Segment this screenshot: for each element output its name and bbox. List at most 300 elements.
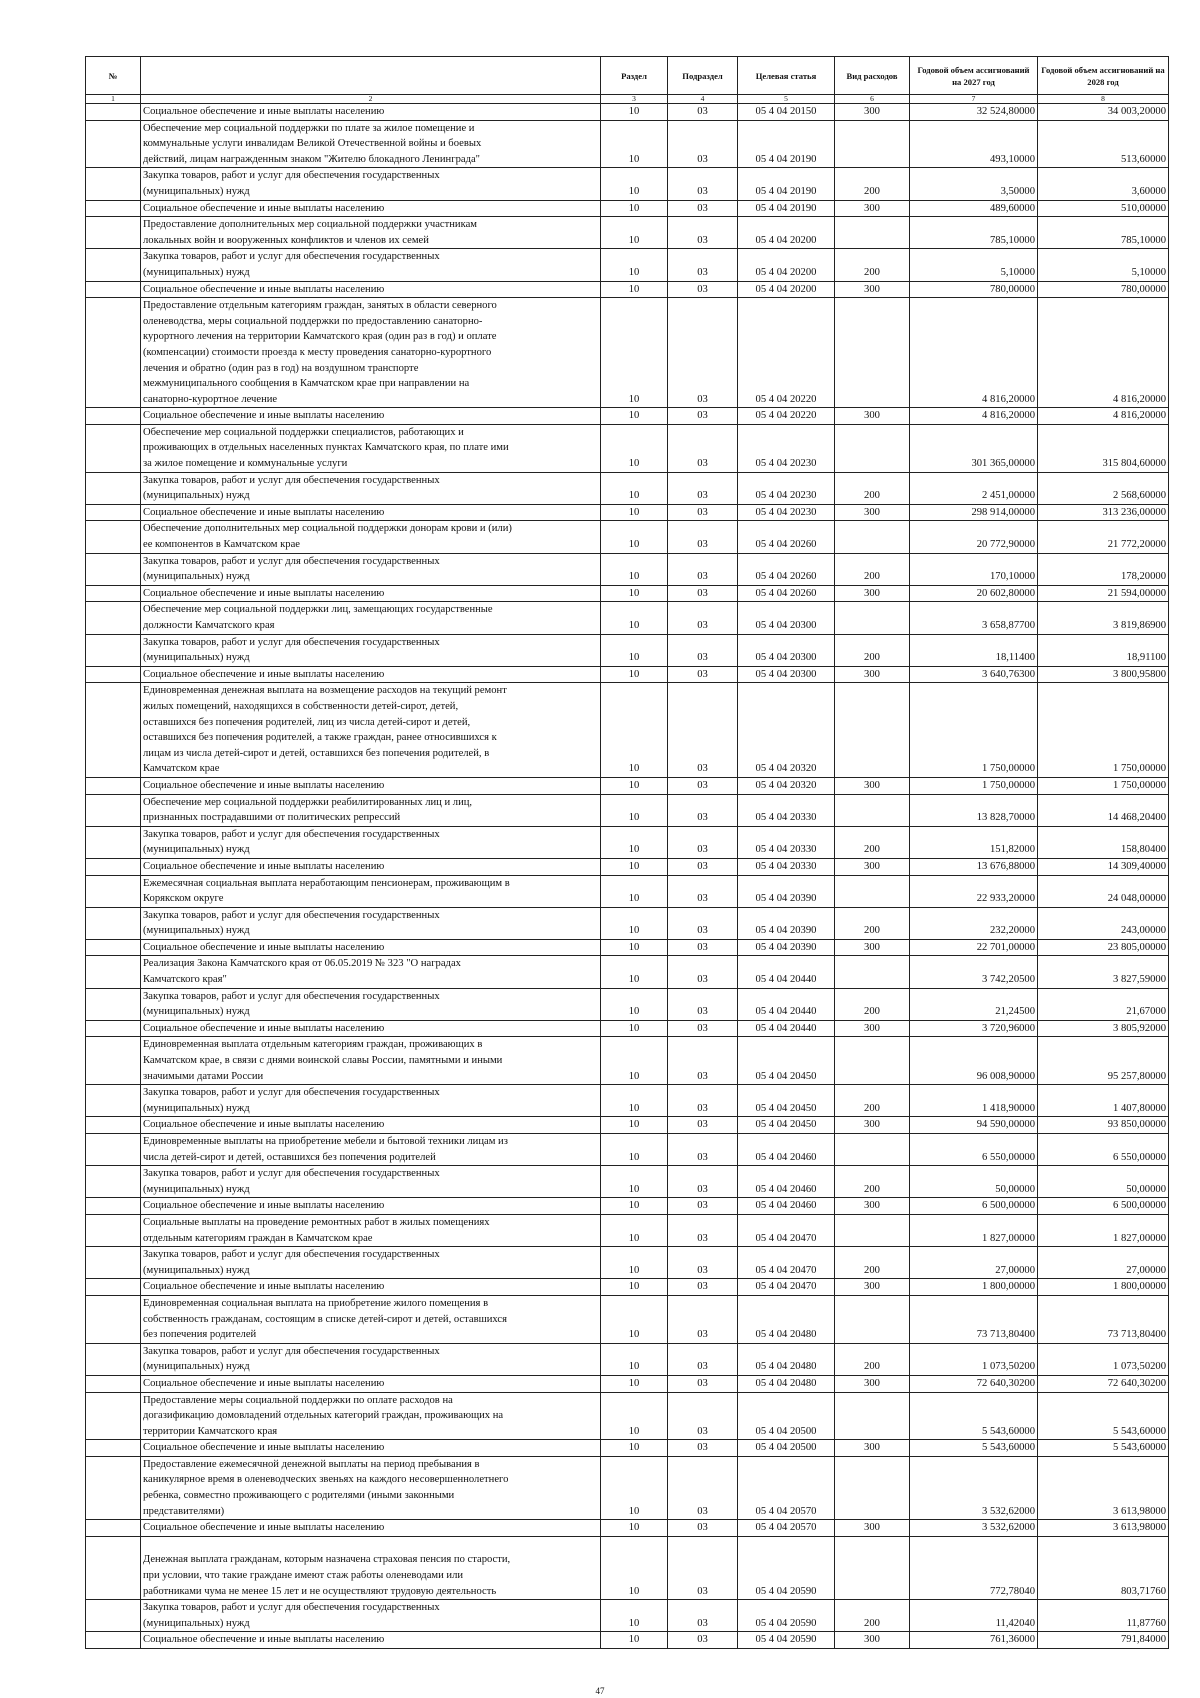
table-row bbox=[86, 1020, 1169, 1037]
cell-vid: 300 bbox=[835, 104, 910, 121]
cell-razdel: 10 bbox=[601, 1536, 668, 1599]
cell-razdel: 10 bbox=[601, 1037, 668, 1085]
cell-2028: 50,00000 bbox=[1038, 1166, 1169, 1198]
cell-2027: 1 800,00000 bbox=[910, 1279, 1038, 1296]
table-row bbox=[86, 504, 1169, 521]
cell-razdel: 10 bbox=[601, 104, 668, 121]
cell-podrazdel: 03 bbox=[668, 585, 738, 602]
cell-razdel: 10 bbox=[601, 794, 668, 826]
table-row bbox=[86, 249, 1169, 281]
cell-podrazdel: 03 bbox=[668, 683, 738, 778]
cell-num bbox=[86, 200, 141, 217]
cell-vid: 200 bbox=[835, 1247, 910, 1279]
cell-2027: 1 827,00000 bbox=[910, 1214, 1038, 1246]
cell-2027: 22 701,00000 bbox=[910, 939, 1038, 956]
cell-vid bbox=[835, 1536, 910, 1599]
table-row bbox=[86, 1520, 1169, 1537]
table-row bbox=[86, 424, 1169, 472]
cell-num bbox=[86, 1632, 141, 1649]
cell-podrazdel: 03 bbox=[668, 1166, 738, 1198]
cell-podrazdel: 03 bbox=[668, 472, 738, 504]
cell-num bbox=[86, 1279, 141, 1296]
cell-num bbox=[86, 602, 141, 634]
cell-2028: 6 550,00000 bbox=[1038, 1134, 1169, 1166]
cell-2027: 20 602,80000 bbox=[910, 585, 1038, 602]
cell-2028: 23 805,00000 bbox=[1038, 939, 1169, 956]
cell-2027: 72 640,30200 bbox=[910, 1375, 1038, 1392]
cell-razdel: 10 bbox=[601, 1520, 668, 1537]
cell-razdel: 10 bbox=[601, 777, 668, 794]
cell-name: Социальное обеспечение и иные выплаты населению bbox=[141, 1198, 601, 1215]
cell-2028: 73 713,80400 bbox=[1038, 1295, 1169, 1343]
cell-2028: 243,00000 bbox=[1038, 907, 1169, 939]
cell-razdel: 10 bbox=[601, 683, 668, 778]
cell-2028: 21 772,20000 bbox=[1038, 521, 1169, 553]
cell-num bbox=[86, 1037, 141, 1085]
table-row bbox=[86, 217, 1169, 249]
header-name bbox=[141, 57, 601, 95]
cell-razdel: 10 bbox=[601, 634, 668, 666]
cell-vid: 300 bbox=[835, 1375, 910, 1392]
cell-vid: 300 bbox=[835, 408, 910, 425]
cell-2027: 1 750,00000 bbox=[910, 777, 1038, 794]
table-row bbox=[86, 1343, 1169, 1375]
colnum: 3 bbox=[601, 95, 668, 104]
cell-name: Социальное обеспечение и иные выплаты населению bbox=[141, 1279, 601, 1296]
cell-razdel: 10 bbox=[601, 1166, 668, 1198]
cell-podrazdel: 03 bbox=[668, 1343, 738, 1375]
cell-name: Обеспечение мер социальной поддержки лиц, замещающих государственные должности Камчатского края bbox=[141, 602, 601, 634]
cell-podrazdel: 03 bbox=[668, 1456, 738, 1519]
cell-2028: 3 613,98000 bbox=[1038, 1520, 1169, 1537]
cell-2028: 510,00000 bbox=[1038, 200, 1169, 217]
colnum: 6 bbox=[835, 95, 910, 104]
cell-target: 05 4 04 20590 bbox=[738, 1632, 835, 1649]
cell-2027: 1 750,00000 bbox=[910, 683, 1038, 778]
cell-name: Денежная выплата гражданам, которым назначена страховая пенсия по старости, при условии, что такие граждане имеют стаж работы оленеводами или работниками чума не менее 15 лет и не осуществляют трудовую деятельность bbox=[141, 1536, 601, 1599]
cell-target: 05 4 04 20330 bbox=[738, 826, 835, 858]
table-row bbox=[86, 1440, 1169, 1457]
table-row bbox=[86, 826, 1169, 858]
table-row bbox=[86, 1214, 1169, 1246]
cell-target: 05 4 04 20220 bbox=[738, 298, 835, 408]
cell-vid: 200 bbox=[835, 553, 910, 585]
cell-num bbox=[86, 408, 141, 425]
cell-2027: 11,42040 bbox=[910, 1600, 1038, 1632]
cell-2028: 3 805,92000 bbox=[1038, 1020, 1169, 1037]
cell-vid: 200 bbox=[835, 168, 910, 200]
cell-razdel: 10 bbox=[601, 1295, 668, 1343]
header-target: Целевая статья bbox=[738, 57, 835, 95]
cell-podrazdel: 03 bbox=[668, 217, 738, 249]
cell-num bbox=[86, 777, 141, 794]
table-row bbox=[86, 956, 1169, 988]
cell-razdel: 10 bbox=[601, 602, 668, 634]
colnum: 4 bbox=[668, 95, 738, 104]
cell-name: Единовременная выплата отдельным категориям граждан, проживающих в Камчатском крае, в связи с днями воинской славы России, памятными и иными значимыми датами России bbox=[141, 1037, 601, 1085]
cell-num bbox=[86, 504, 141, 521]
cell-target: 05 4 04 20500 bbox=[738, 1440, 835, 1457]
cell-podrazdel: 03 bbox=[668, 777, 738, 794]
column-numbers-row bbox=[86, 95, 1169, 104]
cell-num bbox=[86, 1085, 141, 1117]
table-row bbox=[86, 777, 1169, 794]
cell-target: 05 4 04 20480 bbox=[738, 1375, 835, 1392]
cell-2027: 5 543,60000 bbox=[910, 1392, 1038, 1440]
cell-2028: 95 257,80000 bbox=[1038, 1037, 1169, 1085]
cell-name: Обеспечение дополнительных мер социальной поддержки донорам крови и (или) ее компонентов в Камчатском крае bbox=[141, 521, 601, 553]
cell-target: 05 4 04 20460 bbox=[738, 1134, 835, 1166]
table-row bbox=[86, 472, 1169, 504]
table-row bbox=[86, 1392, 1169, 1440]
table-row bbox=[86, 120, 1169, 168]
cell-target: 05 4 04 20190 bbox=[738, 120, 835, 168]
cell-vid: 300 bbox=[835, 939, 910, 956]
table-row bbox=[86, 1375, 1169, 1392]
cell-num bbox=[86, 249, 141, 281]
cell-name: Закупка товаров, работ и услуг для обеспечения государственных (муниципальных) нужд bbox=[141, 826, 601, 858]
cell-2027: 20 772,90000 bbox=[910, 521, 1038, 553]
cell-target: 05 4 04 20300 bbox=[738, 634, 835, 666]
cell-num bbox=[86, 585, 141, 602]
cell-podrazdel: 03 bbox=[668, 424, 738, 472]
cell-vid: 300 bbox=[835, 1440, 910, 1457]
cell-vid bbox=[835, 298, 910, 408]
cell-vid: 300 bbox=[835, 1117, 910, 1134]
cell-target: 05 4 04 20260 bbox=[738, 521, 835, 553]
cell-num bbox=[86, 1343, 141, 1375]
cell-2027: 21,24500 bbox=[910, 988, 1038, 1020]
cell-2027: 2 451,00000 bbox=[910, 472, 1038, 504]
cell-2028: 785,10000 bbox=[1038, 217, 1169, 249]
cell-2027: 22 933,20000 bbox=[910, 875, 1038, 907]
cell-razdel: 10 bbox=[601, 424, 668, 472]
cell-2027: 780,00000 bbox=[910, 281, 1038, 298]
cell-num bbox=[86, 634, 141, 666]
cell-num bbox=[86, 956, 141, 988]
cell-name: Социальное обеспечение и иные выплаты населению bbox=[141, 939, 601, 956]
cell-2028: 5 543,60000 bbox=[1038, 1440, 1169, 1457]
cell-num bbox=[86, 168, 141, 200]
cell-2028: 5,10000 bbox=[1038, 249, 1169, 281]
cell-razdel: 10 bbox=[601, 1375, 668, 1392]
table-row bbox=[86, 1134, 1169, 1166]
cell-vid: 300 bbox=[835, 585, 910, 602]
cell-podrazdel: 03 bbox=[668, 1279, 738, 1296]
cell-target: 05 4 04 20450 bbox=[738, 1085, 835, 1117]
cell-num bbox=[86, 521, 141, 553]
cell-2028: 1 750,00000 bbox=[1038, 683, 1169, 778]
cell-vid bbox=[835, 521, 910, 553]
cell-num bbox=[86, 217, 141, 249]
cell-2028: 11,87760 bbox=[1038, 1600, 1169, 1632]
cell-num bbox=[86, 281, 141, 298]
header-podrazdel: Подраздел bbox=[668, 57, 738, 95]
cell-podrazdel: 03 bbox=[668, 120, 738, 168]
cell-podrazdel: 03 bbox=[668, 1520, 738, 1537]
cell-target: 05 4 04 20300 bbox=[738, 666, 835, 683]
cell-2028: 1 407,80000 bbox=[1038, 1085, 1169, 1117]
cell-name: Социальное обеспечение и иные выплаты населению bbox=[141, 777, 601, 794]
cell-razdel: 10 bbox=[601, 298, 668, 408]
cell-podrazdel: 03 bbox=[668, 1214, 738, 1246]
cell-razdel: 10 bbox=[601, 939, 668, 956]
table-row bbox=[86, 553, 1169, 585]
table-row bbox=[86, 1632, 1169, 1649]
cell-num bbox=[86, 794, 141, 826]
cell-vid bbox=[835, 794, 910, 826]
cell-razdel: 10 bbox=[601, 408, 668, 425]
cell-2027: 4 816,20000 bbox=[910, 408, 1038, 425]
cell-2028: 3,60000 bbox=[1038, 168, 1169, 200]
table-row bbox=[86, 988, 1169, 1020]
cell-2028: 4 816,20000 bbox=[1038, 408, 1169, 425]
cell-vid bbox=[835, 217, 910, 249]
cell-name: Социальные выплаты на проведение ремонтных работ в жилых помещениях отдельным категориям граждан в Камчатском крае bbox=[141, 1214, 601, 1246]
table-row bbox=[86, 1166, 1169, 1198]
cell-2028: 34 003,20000 bbox=[1038, 104, 1169, 121]
cell-razdel: 10 bbox=[601, 1247, 668, 1279]
cell-2028: 93 850,00000 bbox=[1038, 1117, 1169, 1134]
cell-num bbox=[86, 1166, 141, 1198]
cell-num bbox=[86, 1456, 141, 1519]
cell-podrazdel: 03 bbox=[668, 1085, 738, 1117]
cell-num bbox=[86, 1295, 141, 1343]
table-row bbox=[86, 907, 1169, 939]
cell-podrazdel: 03 bbox=[668, 634, 738, 666]
cell-podrazdel: 03 bbox=[668, 200, 738, 217]
cell-target: 05 4 04 20320 bbox=[738, 777, 835, 794]
cell-2028: 5 543,60000 bbox=[1038, 1392, 1169, 1440]
cell-num bbox=[86, 1375, 141, 1392]
cell-target: 05 4 04 20590 bbox=[738, 1600, 835, 1632]
cell-razdel: 10 bbox=[601, 504, 668, 521]
table-body bbox=[86, 104, 1169, 1649]
cell-2028: 315 804,60000 bbox=[1038, 424, 1169, 472]
cell-target: 05 4 04 20480 bbox=[738, 1295, 835, 1343]
cell-2027: 785,10000 bbox=[910, 217, 1038, 249]
table-row bbox=[86, 585, 1169, 602]
cell-razdel: 10 bbox=[601, 1440, 668, 1457]
cell-name: Закупка товаров, работ и услуг для обеспечения государственных (муниципальных) нужд bbox=[141, 1343, 601, 1375]
cell-num bbox=[86, 1520, 141, 1537]
cell-razdel: 10 bbox=[601, 553, 668, 585]
cell-razdel: 10 bbox=[601, 988, 668, 1020]
cell-num bbox=[86, 424, 141, 472]
cell-2027: 5,10000 bbox=[910, 249, 1038, 281]
table-row bbox=[86, 875, 1169, 907]
cell-target: 05 4 04 20390 bbox=[738, 907, 835, 939]
cell-target: 05 4 04 20260 bbox=[738, 585, 835, 602]
cell-2028: 791,84000 bbox=[1038, 1632, 1169, 1649]
cell-vid: 200 bbox=[835, 634, 910, 666]
cell-podrazdel: 03 bbox=[668, 1247, 738, 1279]
cell-num bbox=[86, 683, 141, 778]
cell-name: Закупка товаров, работ и услуг для обеспечения государственных (муниципальных) нужд bbox=[141, 634, 601, 666]
cell-2027: 3,50000 bbox=[910, 168, 1038, 200]
table-row bbox=[86, 794, 1169, 826]
cell-podrazdel: 03 bbox=[668, 504, 738, 521]
cell-target: 05 4 04 20470 bbox=[738, 1279, 835, 1296]
cell-2027: 5 543,60000 bbox=[910, 1440, 1038, 1457]
cell-2027: 73 713,80400 bbox=[910, 1295, 1038, 1343]
table-row bbox=[86, 104, 1169, 121]
cell-vid bbox=[835, 1456, 910, 1519]
cell-name: Предоставление меры социальной поддержки по оплате расходов на догазификацию домовладений отдельных категорий граждан, проживающих на территории Камчатского края bbox=[141, 1392, 601, 1440]
cell-podrazdel: 03 bbox=[668, 1600, 738, 1632]
cell-vid bbox=[835, 1392, 910, 1440]
cell-razdel: 10 bbox=[601, 1600, 668, 1632]
cell-name: Закупка товаров, работ и услуг для обеспечения государственных (муниципальных) нужд bbox=[141, 988, 601, 1020]
cell-target: 05 4 04 20590 bbox=[738, 1536, 835, 1599]
cell-num bbox=[86, 1392, 141, 1440]
cell-name: Социальное обеспечение и иные выплаты населению bbox=[141, 1117, 601, 1134]
cell-vid: 300 bbox=[835, 1520, 910, 1537]
table-row bbox=[86, 168, 1169, 200]
table-row bbox=[86, 1037, 1169, 1085]
table-row bbox=[86, 683, 1169, 778]
cell-name: Закупка товаров, работ и услуг для обеспечения государственных (муниципальных) нужд bbox=[141, 907, 601, 939]
table-row bbox=[86, 1085, 1169, 1117]
cell-name: Единовременная денежная выплата на возмещение расходов на текущий ремонт жилых помещений, находящихся в собственности детей-сирот, детей, оставшихся без попечения родителей, лиц из числа детей-сирот и детей, оставшихся без попечения родителей, а также граждан, ранее относившихся к лицам из числа детей-сирот и детей, оставшихся без попечения родителей, в Камчатском крае bbox=[141, 683, 601, 778]
cell-num bbox=[86, 1117, 141, 1134]
table-row bbox=[86, 1198, 1169, 1215]
cell-podrazdel: 03 bbox=[668, 1392, 738, 1440]
cell-num bbox=[86, 988, 141, 1020]
cell-razdel: 10 bbox=[601, 858, 668, 875]
cell-2028: 313 236,00000 bbox=[1038, 504, 1169, 521]
cell-razdel: 10 bbox=[601, 1198, 668, 1215]
cell-2027: 6 550,00000 bbox=[910, 1134, 1038, 1166]
cell-2027: 4 816,20000 bbox=[910, 298, 1038, 408]
cell-name: Социальное обеспечение и иные выплаты населению bbox=[141, 1375, 601, 1392]
cell-2028: 72 640,30200 bbox=[1038, 1375, 1169, 1392]
colnum: 1 bbox=[86, 95, 141, 104]
cell-vid: 200 bbox=[835, 907, 910, 939]
cell-2028: 6 500,00000 bbox=[1038, 1198, 1169, 1215]
cell-podrazdel: 03 bbox=[668, 939, 738, 956]
cell-razdel: 10 bbox=[601, 168, 668, 200]
cell-name: Социальное обеспечение и иные выплаты населению bbox=[141, 200, 601, 217]
cell-vid bbox=[835, 120, 910, 168]
cell-target: 05 4 04 20200 bbox=[738, 281, 835, 298]
cell-razdel: 10 bbox=[601, 1214, 668, 1246]
cell-name: Обеспечение мер социальной поддержки специалистов, работающих и проживающих в отдельных населенных пунктах Камчатского края, по плате ими за жилое помещение и коммунальные услуги bbox=[141, 424, 601, 472]
cell-target: 05 4 04 20440 bbox=[738, 988, 835, 1020]
cell-2028: 1 827,00000 bbox=[1038, 1214, 1169, 1246]
cell-vid bbox=[835, 1214, 910, 1246]
cell-podrazdel: 03 bbox=[668, 1440, 738, 1457]
cell-2028: 4 816,20000 bbox=[1038, 298, 1169, 408]
cell-target: 05 4 04 20190 bbox=[738, 168, 835, 200]
cell-2027: 3 742,20500 bbox=[910, 956, 1038, 988]
table-row bbox=[86, 666, 1169, 683]
cell-name: Закупка товаров, работ и услуг для обеспечения государственных (муниципальных) нужд bbox=[141, 1600, 601, 1632]
header-2027: Годовой объем ассигнований на 2027 год bbox=[910, 57, 1038, 95]
cell-name: Закупка товаров, работ и услуг для обеспечения государственных (муниципальных) нужд bbox=[141, 553, 601, 585]
cell-razdel: 10 bbox=[601, 1343, 668, 1375]
cell-podrazdel: 03 bbox=[668, 1632, 738, 1649]
cell-name: Предоставление дополнительных мер социальной поддержки участникам локальных войн и вооруженных конфликтов и членов их семей bbox=[141, 217, 601, 249]
cell-vid: 200 bbox=[835, 472, 910, 504]
cell-num bbox=[86, 298, 141, 408]
cell-razdel: 10 bbox=[601, 907, 668, 939]
cell-name: Социальное обеспечение и иные выплаты населению bbox=[141, 1632, 601, 1649]
cell-target: 05 4 04 20390 bbox=[738, 875, 835, 907]
cell-num bbox=[86, 826, 141, 858]
cell-razdel: 10 bbox=[601, 1279, 668, 1296]
cell-target: 05 4 04 20390 bbox=[738, 939, 835, 956]
cell-name: Закупка товаров, работ и услуг для обеспечения государственных (муниципальных) нужд bbox=[141, 472, 601, 504]
cell-name: Ежемесячная социальная выплата неработающим пенсионерам, проживающим в Корякском округе bbox=[141, 875, 601, 907]
table-row bbox=[86, 602, 1169, 634]
cell-num bbox=[86, 875, 141, 907]
cell-num bbox=[86, 104, 141, 121]
cell-2028: 14 309,40000 bbox=[1038, 858, 1169, 875]
cell-2027: 6 500,00000 bbox=[910, 1198, 1038, 1215]
cell-2028: 2 568,60000 bbox=[1038, 472, 1169, 504]
cell-podrazdel: 03 bbox=[668, 168, 738, 200]
cell-2027: 761,36000 bbox=[910, 1632, 1038, 1649]
cell-target: 05 4 04 20150 bbox=[738, 104, 835, 121]
cell-target: 05 4 04 20220 bbox=[738, 408, 835, 425]
cell-2027: 3 532,62000 bbox=[910, 1456, 1038, 1519]
cell-vid: 300 bbox=[835, 858, 910, 875]
cell-num bbox=[86, 1600, 141, 1632]
cell-name: Предоставление ежемесячной денежной выплаты на период пребывания в каникулярное время в оленеводческих звеньях на каждого несовершеннолетнего ребенка, совместно проживающего с родителями (иными законными представителями) bbox=[141, 1456, 601, 1519]
cell-target: 05 4 04 20440 bbox=[738, 1020, 835, 1037]
cell-name: Социальное обеспечение и иные выплаты населению bbox=[141, 504, 601, 521]
colnum: 8 bbox=[1038, 95, 1169, 104]
cell-vid: 300 bbox=[835, 1198, 910, 1215]
cell-2028: 158,80400 bbox=[1038, 826, 1169, 858]
cell-2027: 94 590,00000 bbox=[910, 1117, 1038, 1134]
cell-name: Социальное обеспечение и иные выплаты населению bbox=[141, 1020, 601, 1037]
cell-2028: 21 594,00000 bbox=[1038, 585, 1169, 602]
cell-2027: 489,60000 bbox=[910, 200, 1038, 217]
cell-podrazdel: 03 bbox=[668, 281, 738, 298]
cell-podrazdel: 03 bbox=[668, 666, 738, 683]
table-row bbox=[86, 939, 1169, 956]
cell-razdel: 10 bbox=[601, 585, 668, 602]
cell-target: 05 4 04 20230 bbox=[738, 424, 835, 472]
cell-name: Социальное обеспечение и иные выплаты населению bbox=[141, 858, 601, 875]
cell-podrazdel: 03 bbox=[668, 794, 738, 826]
cell-num bbox=[86, 553, 141, 585]
cell-name: Социальное обеспечение и иные выплаты населению bbox=[141, 104, 601, 121]
cell-name: Единовременные выплаты на приобретение мебели и бытовой техники лицам из числа детей-сирот и детей, оставшихся без попечения родителей bbox=[141, 1134, 601, 1166]
cell-name: Реализация Закона Камчатского края от 06.05.2019 № 323 "О наградах Камчатского края" bbox=[141, 956, 601, 988]
cell-target: 05 4 04 20330 bbox=[738, 794, 835, 826]
cell-target: 05 4 04 20470 bbox=[738, 1214, 835, 1246]
cell-target: 05 4 04 20460 bbox=[738, 1166, 835, 1198]
cell-razdel: 10 bbox=[601, 120, 668, 168]
cell-num bbox=[86, 858, 141, 875]
cell-razdel: 10 bbox=[601, 956, 668, 988]
cell-target: 05 4 04 20330 bbox=[738, 858, 835, 875]
cell-podrazdel: 03 bbox=[668, 602, 738, 634]
cell-podrazdel: 03 bbox=[668, 408, 738, 425]
cell-name: Закупка товаров, работ и услуг для обеспечения государственных (муниципальных) нужд bbox=[141, 168, 601, 200]
cell-name: Социальное обеспечение и иные выплаты населению bbox=[141, 666, 601, 683]
cell-2027: 96 008,90000 bbox=[910, 1037, 1038, 1085]
cell-target: 05 4 04 20300 bbox=[738, 602, 835, 634]
cell-target: 05 4 04 20440 bbox=[738, 956, 835, 988]
cell-podrazdel: 03 bbox=[668, 858, 738, 875]
cell-2027: 232,20000 bbox=[910, 907, 1038, 939]
cell-vid bbox=[835, 1134, 910, 1166]
cell-num bbox=[86, 1020, 141, 1037]
